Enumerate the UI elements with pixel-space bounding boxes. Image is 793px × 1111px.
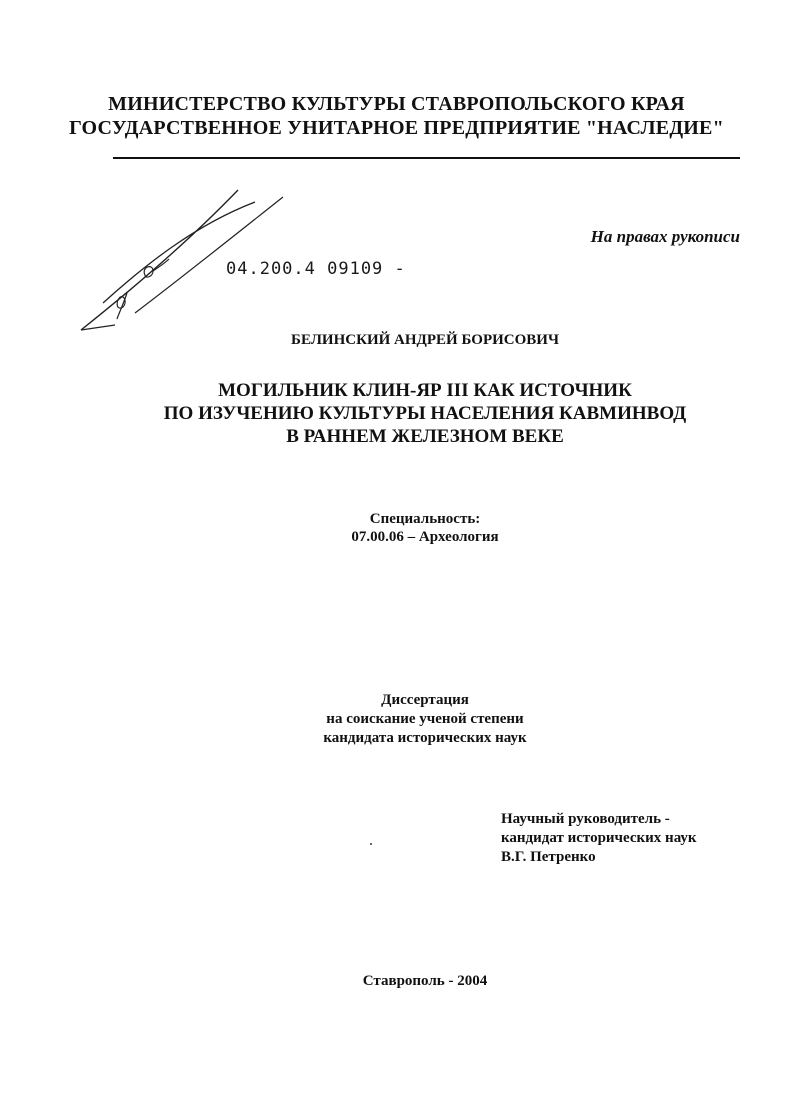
dissertation-label: Диссертация	[381, 692, 469, 708]
stray-mark	[370, 843, 372, 845]
header-divider	[113, 157, 740, 159]
specialty-value: 07.00.06 – Археология	[351, 529, 499, 545]
advisor-degree: кандидат исторических наук	[501, 830, 697, 846]
specialty-label: Специальность:	[369, 511, 481, 527]
author-name: БЕЛИНСКИЙ АНДРЕЙ БОРИСОВИЧ	[291, 332, 559, 348]
title-line-1: МОГИЛЬНИК КЛИН-ЯР III КАК ИСТОЧНИК	[218, 380, 632, 401]
title-line-3: В РАННЕМ ЖЕЛЕЗНОМ ВЕКЕ	[286, 426, 564, 447]
ministry-heading: МИНИСТЕРСТВО КУЛЬТУРЫ СТАВРОПОЛЬСКОГО КРАЯ	[108, 93, 685, 115]
enterprise-heading: ГОСУДАРСТВЕННОЕ УНИТАРНОЕ ПРЕДПРИЯТИЕ "НАСЛЕДИЕ"	[69, 117, 724, 139]
manuscript-rights-note: На правах рукописи	[590, 227, 740, 246]
advisor-name: В.Г. Петренко	[501, 849, 596, 865]
registration-stamp: 04.200.4 09109 -	[226, 259, 406, 279]
title-line-2: ПО ИЗУЧЕНИЮ КУЛЬТУРЫ НАСЕЛЕНИЯ КАВМИНВОД	[163, 403, 687, 424]
degree-field: кандидата исторических наук	[323, 730, 527, 746]
place-and-year: Ставрополь - 2004	[362, 973, 488, 989]
advisor-role: Научный руководитель -	[501, 811, 670, 827]
degree-line: на соискание ученой степени	[326, 711, 524, 727]
